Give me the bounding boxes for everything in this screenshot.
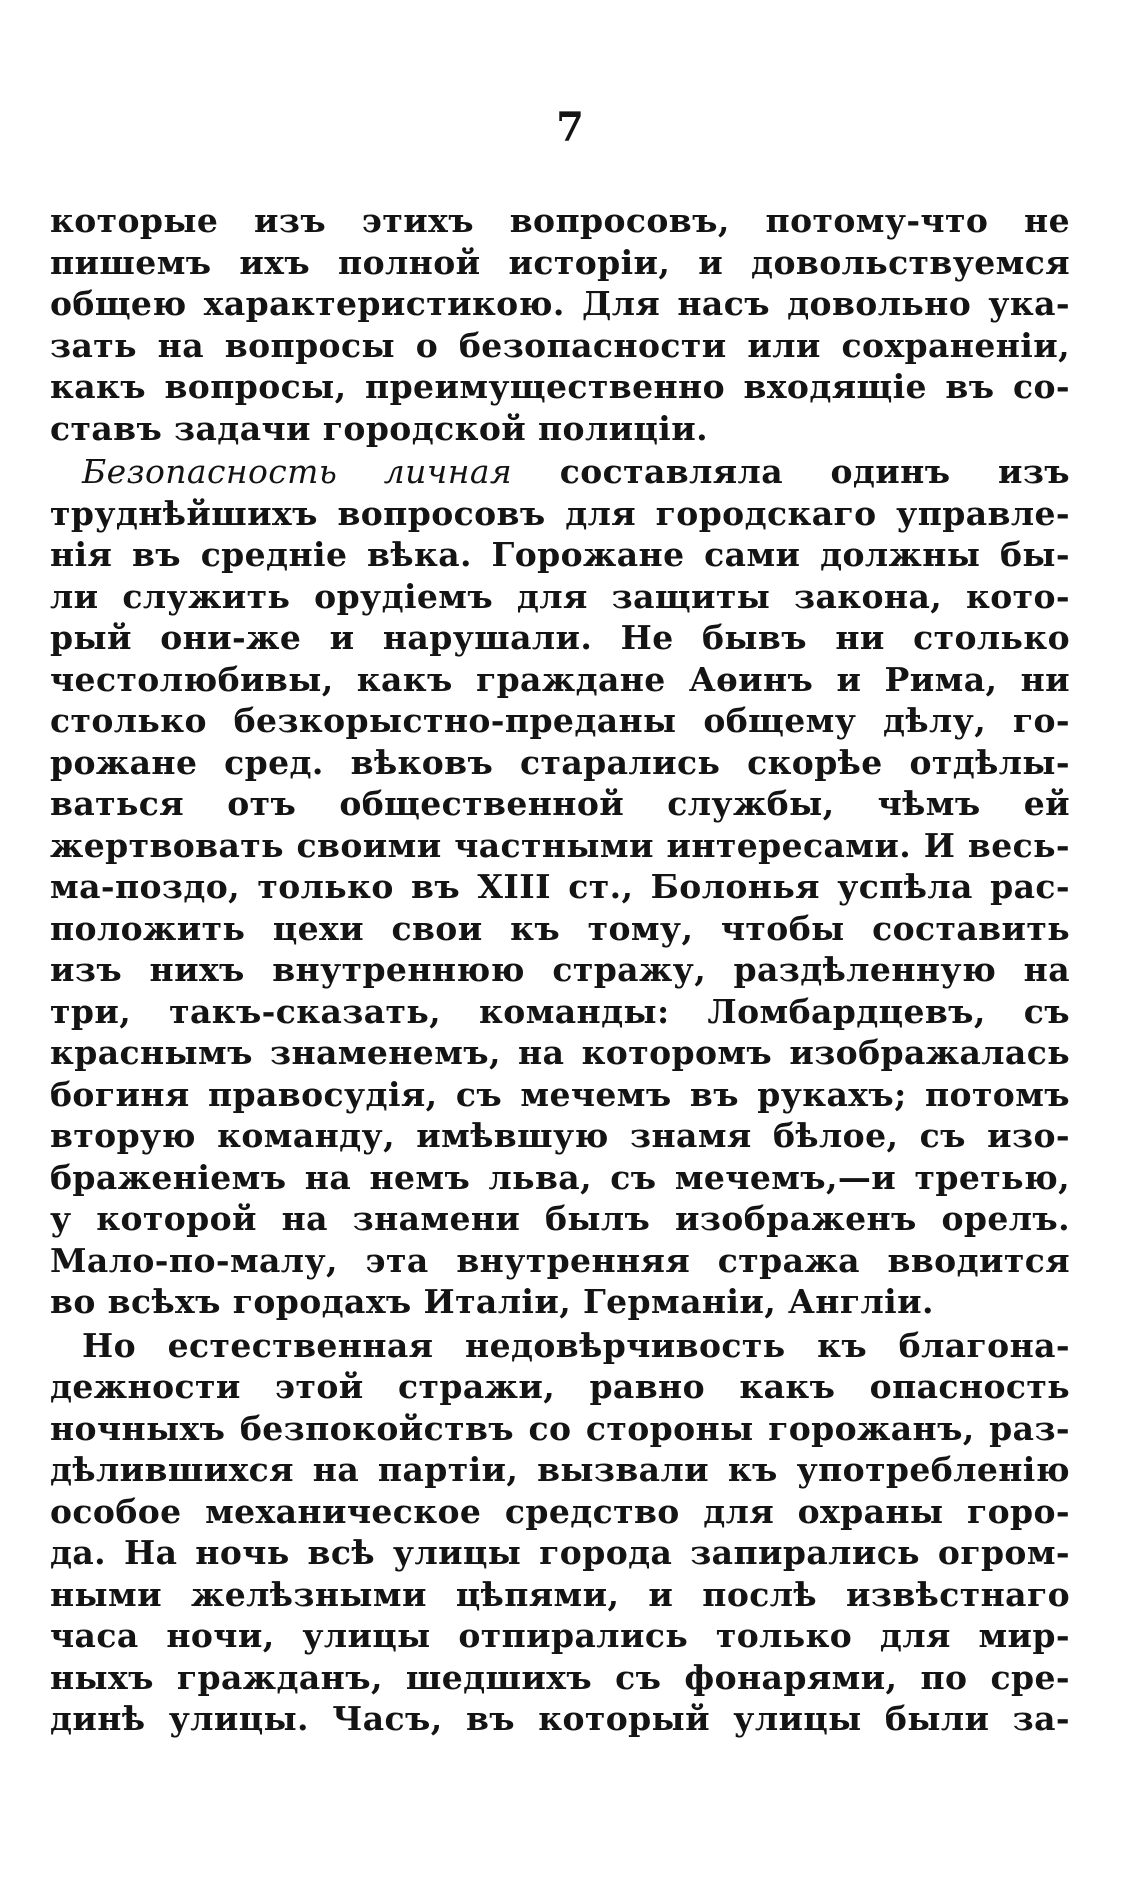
text-run: составляла одинъ изъ [559,452,1070,491]
body-text [50,200,1070,1740]
text-line: пишемъ ихъ полной исторіи, и довольствуемся [50,242,1070,282]
text-line: динѣ улицы. Часъ, въ который улицы были за- [50,1699,1070,1738]
text-line: ныхъ гражданъ, шедшихъ съ фонарями, по сре- [50,1657,1070,1697]
text-line: рый они-же и нарушали. Не бывъ ни столько [50,618,1070,657]
text-line: общею характеристикою. Для насъ довольно ука- [50,284,1070,323]
text-line: столько безкорыстно-преданы общему дѣлу, го- [50,701,1070,740]
text-line: положить цехи свои къ тому, чтобы составить [50,908,1070,948]
text-line: да. На ночь всѣ улицы города запирались огром- [50,1533,1070,1572]
text-line: вторую команду, имѣвшую знамя бѣлое, съ изо- [50,1116,1070,1155]
text-line: ваться отъ общественной службы, чѣмъ ей [50,784,1070,823]
text-line: у которой на знамени былъ изображенъ орелъ. [50,1199,1070,1238]
text-line: Но естественная недовѣрчивость къ благона- [82,1325,1070,1365]
text-line: которые изъ этихъ вопросовъ, потому-что не [50,201,1070,240]
text-line: труднѣйшихъ вопросовъ для городскаго управле- [50,493,1070,533]
text-line: краснымъ знаменемъ, на которомъ изображалась [50,1033,1070,1072]
text-line: ночныхъ безпокойствъ со стороны горожанъ, раз- [50,1408,1070,1448]
text-line: дѣлившихся на партіи, вызвали къ употребленію [50,1450,1070,1489]
paragraph-3 [50,1325,1070,1740]
text-line: дежности этой стражи, равно какъ опасность [50,1367,1070,1406]
text-line: во всѣхъ городахъ Италіи, Германіи, Англіи. [50,1282,934,1321]
text-line: честолюбивы, какъ граждане Аѳинъ и Рима, ни [50,659,1070,699]
text-line-with-italic-lead [50,451,1070,493]
text-line: ли служить орудіемъ для защиты закона, кото- [50,576,1070,616]
text-line: жертвовать своими частными интересами. И весь- [50,825,1070,865]
italic-lead: Безопасность личная [82,452,513,491]
text-line: особое механическое средство для охраны горо- [50,1491,1070,1531]
text-line: изъ нихъ внутреннюю стражу, раздѣленную на [50,950,1070,989]
text-line: зать на вопросы о безопасности или сохраненіи, [50,325,1070,365]
text-line: рожане сред. вѣковъ старались скорѣе отдѣлы- [50,742,1070,782]
text-line: ма-поздо, только въ XIII ст., Болонья успѣла рас- [50,867,1070,906]
text-line: три, такъ-сказать, команды: Ломбардцевъ, съ [50,991,1070,1031]
text-line: часа ночи, улицы отпирались только для мир- [50,1616,1070,1655]
text-line: какъ вопросы, преимущественно входящіе въ со- [50,367,1070,406]
text-line: нія въ средніе вѣка. Горожане сами должны бы- [50,535,1070,574]
paragraph-1 [50,200,1070,449]
text-line: ными желѣзными цѣпями, и послѣ извѣстнаго [50,1574,1070,1614]
text-line: богиня правосудія, съ мечемъ въ рукахъ; потомъ [50,1074,1070,1114]
text-line: браженіемъ на немъ льва, съ мечемъ,—и третью, [50,1157,1070,1197]
paragraph-2 [50,451,1070,1323]
page-number: 7 [556,104,584,151]
text-line: ставъ задачи городской полиціи. [50,408,708,448]
text-line: Мало-по-малу, эта внутренняя стража вводится [50,1240,1070,1280]
